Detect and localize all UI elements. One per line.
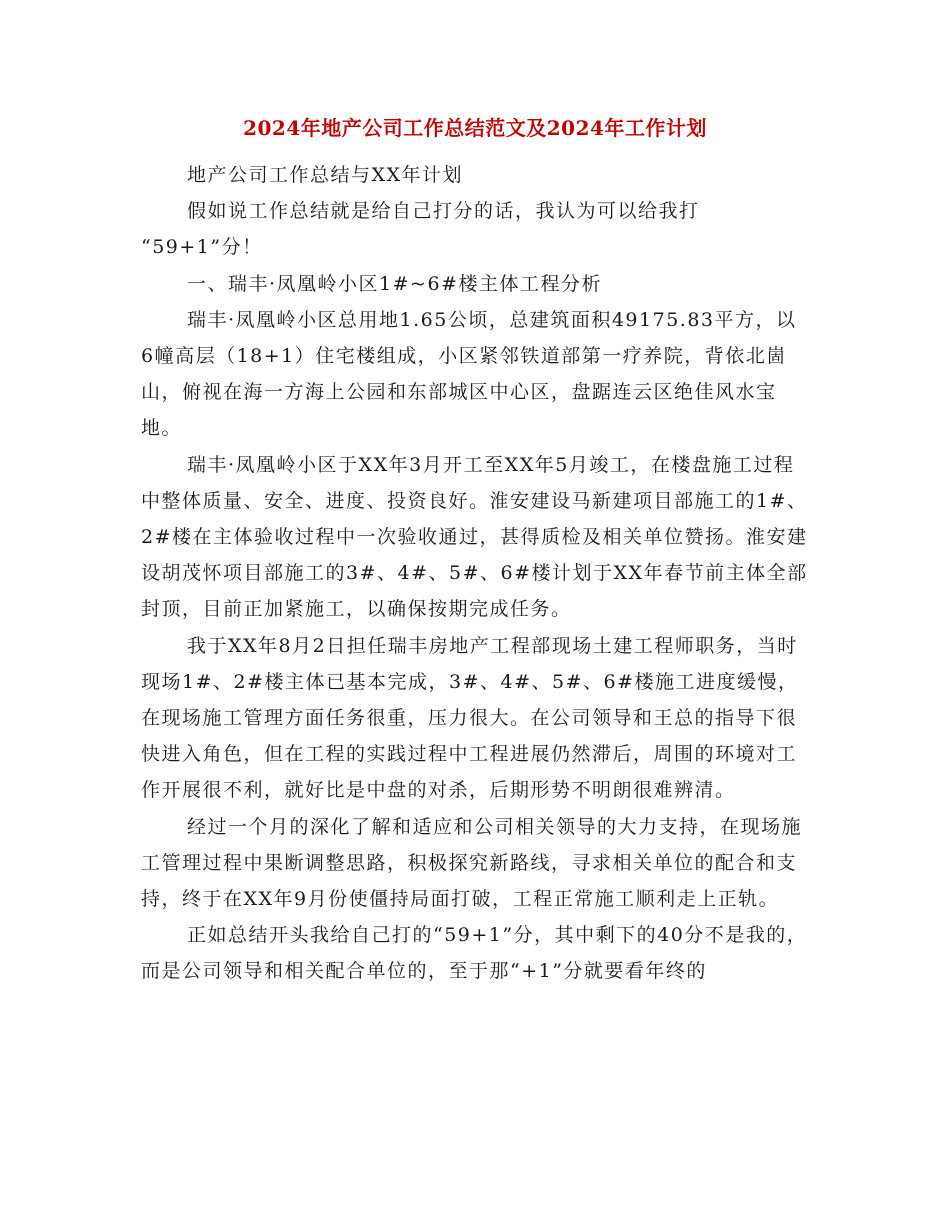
paragraph: 正如总结开头我给自己打的“59+1”分，其中剩下的40分不是我的，而是公司领导和相关配合单位的，至于那“+1”分就要看年终的 — [141, 924, 808, 983]
paragraph: 经过一个月的深化了解和适应和公司相关领导的大力支持，在现场施工管理过程中果断调整思路，积极探究新路线，寻求相关单位的配合和支持，终于在XX年9月份使僵持局面打破，工程正常施工顺利走上正轨。 — [141, 815, 803, 911]
paragraph-intro: 假如说工作总结就是给自己打分的话，我认为可以给我打 — [187, 200, 700, 223]
paragraph-subtitle: 地产公司工作总结与XX年计划 — [187, 164, 464, 186]
paragraph: 我于XX年8月2日担任瑞丰房地产工程部现场土建工程师职务，当时现场1#、2#楼主体已基本完成，3#、4#、5#、6#楼施工进度缓慢，在现场施工管理方面任务很重，压力很大。在公司领导和王总的指导下很快进入角色，但在工程的实践过程中工程进展仍然滞后，周围的环境对工作开展很不利，就好比是中盘的对杀，后期形势不明朗很难辨清。 — [141, 634, 799, 802]
section-heading: 一、瑞丰·凤凰岭小区1#~6#楼主体工程分析 — [187, 272, 602, 295]
paragraph: 瑞丰·凤凰岭小区于XX年3月开工至XX年5月竣工，在楼盘施工过程中整体质量、安全、进度、投资良好。淮安建设马新建项目部施工的1#、2#楼在主体验收过程中一次验收通过，甚得质检及相关单位赞扬。淮安建设胡茂怀项目部施工的3#、4#、5#、6#楼计划于XX年春节前主体全部封顶，目前正加紧施工，以确保按期完成任务。 — [141, 453, 808, 621]
paragraph-score: “59+1”分！ — [141, 236, 263, 259]
paragraph: 瑞丰·凤凰岭小区总用地1.65公顷，总建筑面积49175.83平方，以6幢高层（18+1）住宅楼组成，小区紧邻铁道部第一疗养院，背依北崮山，俯视在海一方海上公园和东部城区中心区，盘踞连云区绝佳风水宝地。 — [141, 308, 797, 440]
document-title: 2024年地产公司工作总结范文及2024年工作计划 — [243, 116, 707, 140]
document-body — [141, 157, 809, 990]
